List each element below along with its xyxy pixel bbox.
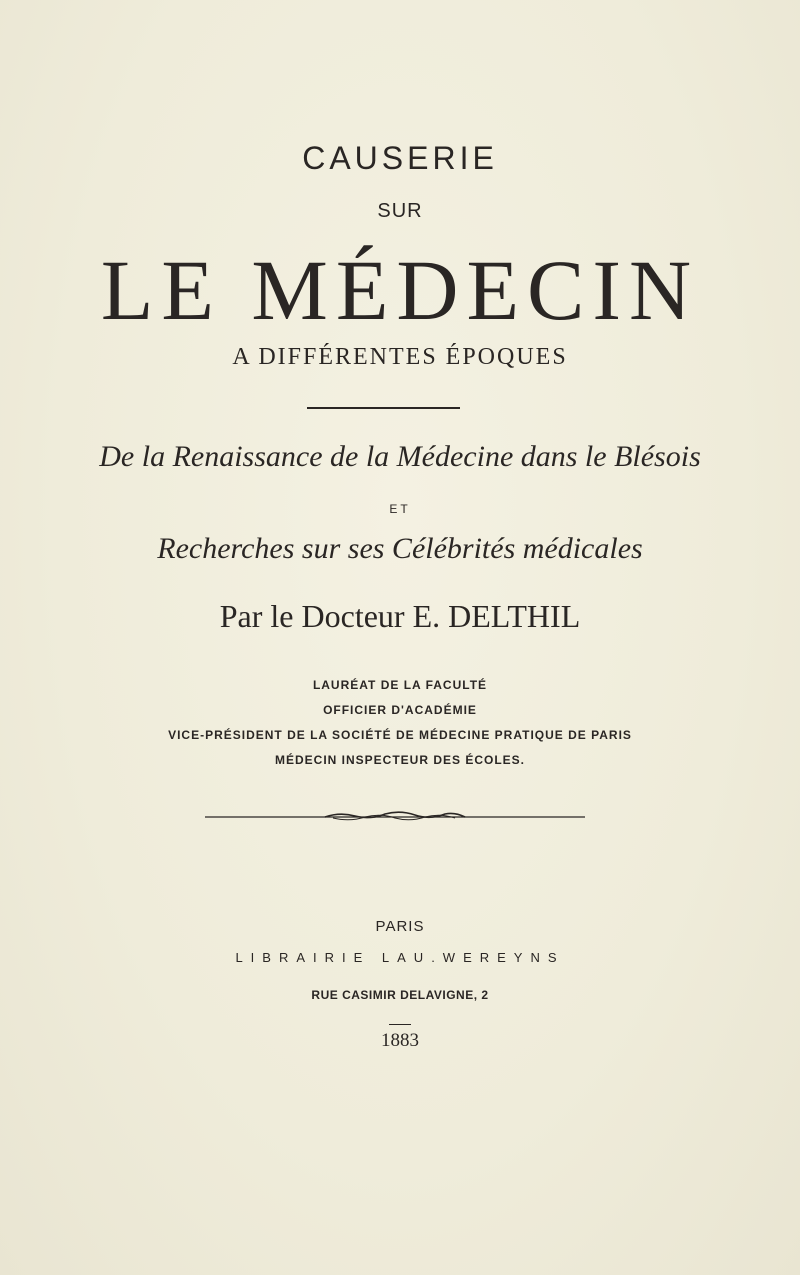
main-title: LE MÉDECIN: [100, 242, 700, 338]
divider-rule: [307, 407, 460, 409]
author-credit: VICE-PRÉSIDENT DE LA SOCIÉTÉ DE MÉDECINE PRATIQUE DE PARIS: [168, 728, 632, 742]
recherches-subtitle: Recherches sur ses Célébrités médicales: [157, 532, 643, 565]
et-connector: ET: [389, 502, 411, 516]
publisher-name: LIBRAIRIE LAU.WEREYNS: [235, 950, 565, 965]
author-credit: LAURÉAT DE LA FACULTÉ: [312, 678, 488, 692]
epoques-subtitle: A DIFFÉRENTES ÉPOQUES: [232, 344, 568, 370]
sur-word: SUR: [377, 200, 423, 222]
author-credit: MÉDECIN INSPECTEUR DES ÉCOLES.: [274, 753, 526, 767]
renaissance-subtitle: De la Renaissance de la Médecine dans le Blésois: [99, 440, 701, 473]
author-credit: OFFICIER D'ACADÉMIE: [323, 703, 477, 717]
publication-city: PARIS: [375, 918, 425, 935]
year-dash: [389, 1024, 411, 1025]
publisher-address: RUE CASIMIR DELAVIGNE, 2: [311, 988, 489, 1002]
causerie-heading: CAUSERIE: [302, 140, 498, 176]
publication-year: 1883: [381, 1030, 419, 1051]
ornamental-rule: [205, 810, 585, 824]
author-line: Par le Docteur E. DELTHIL: [219, 598, 581, 634]
